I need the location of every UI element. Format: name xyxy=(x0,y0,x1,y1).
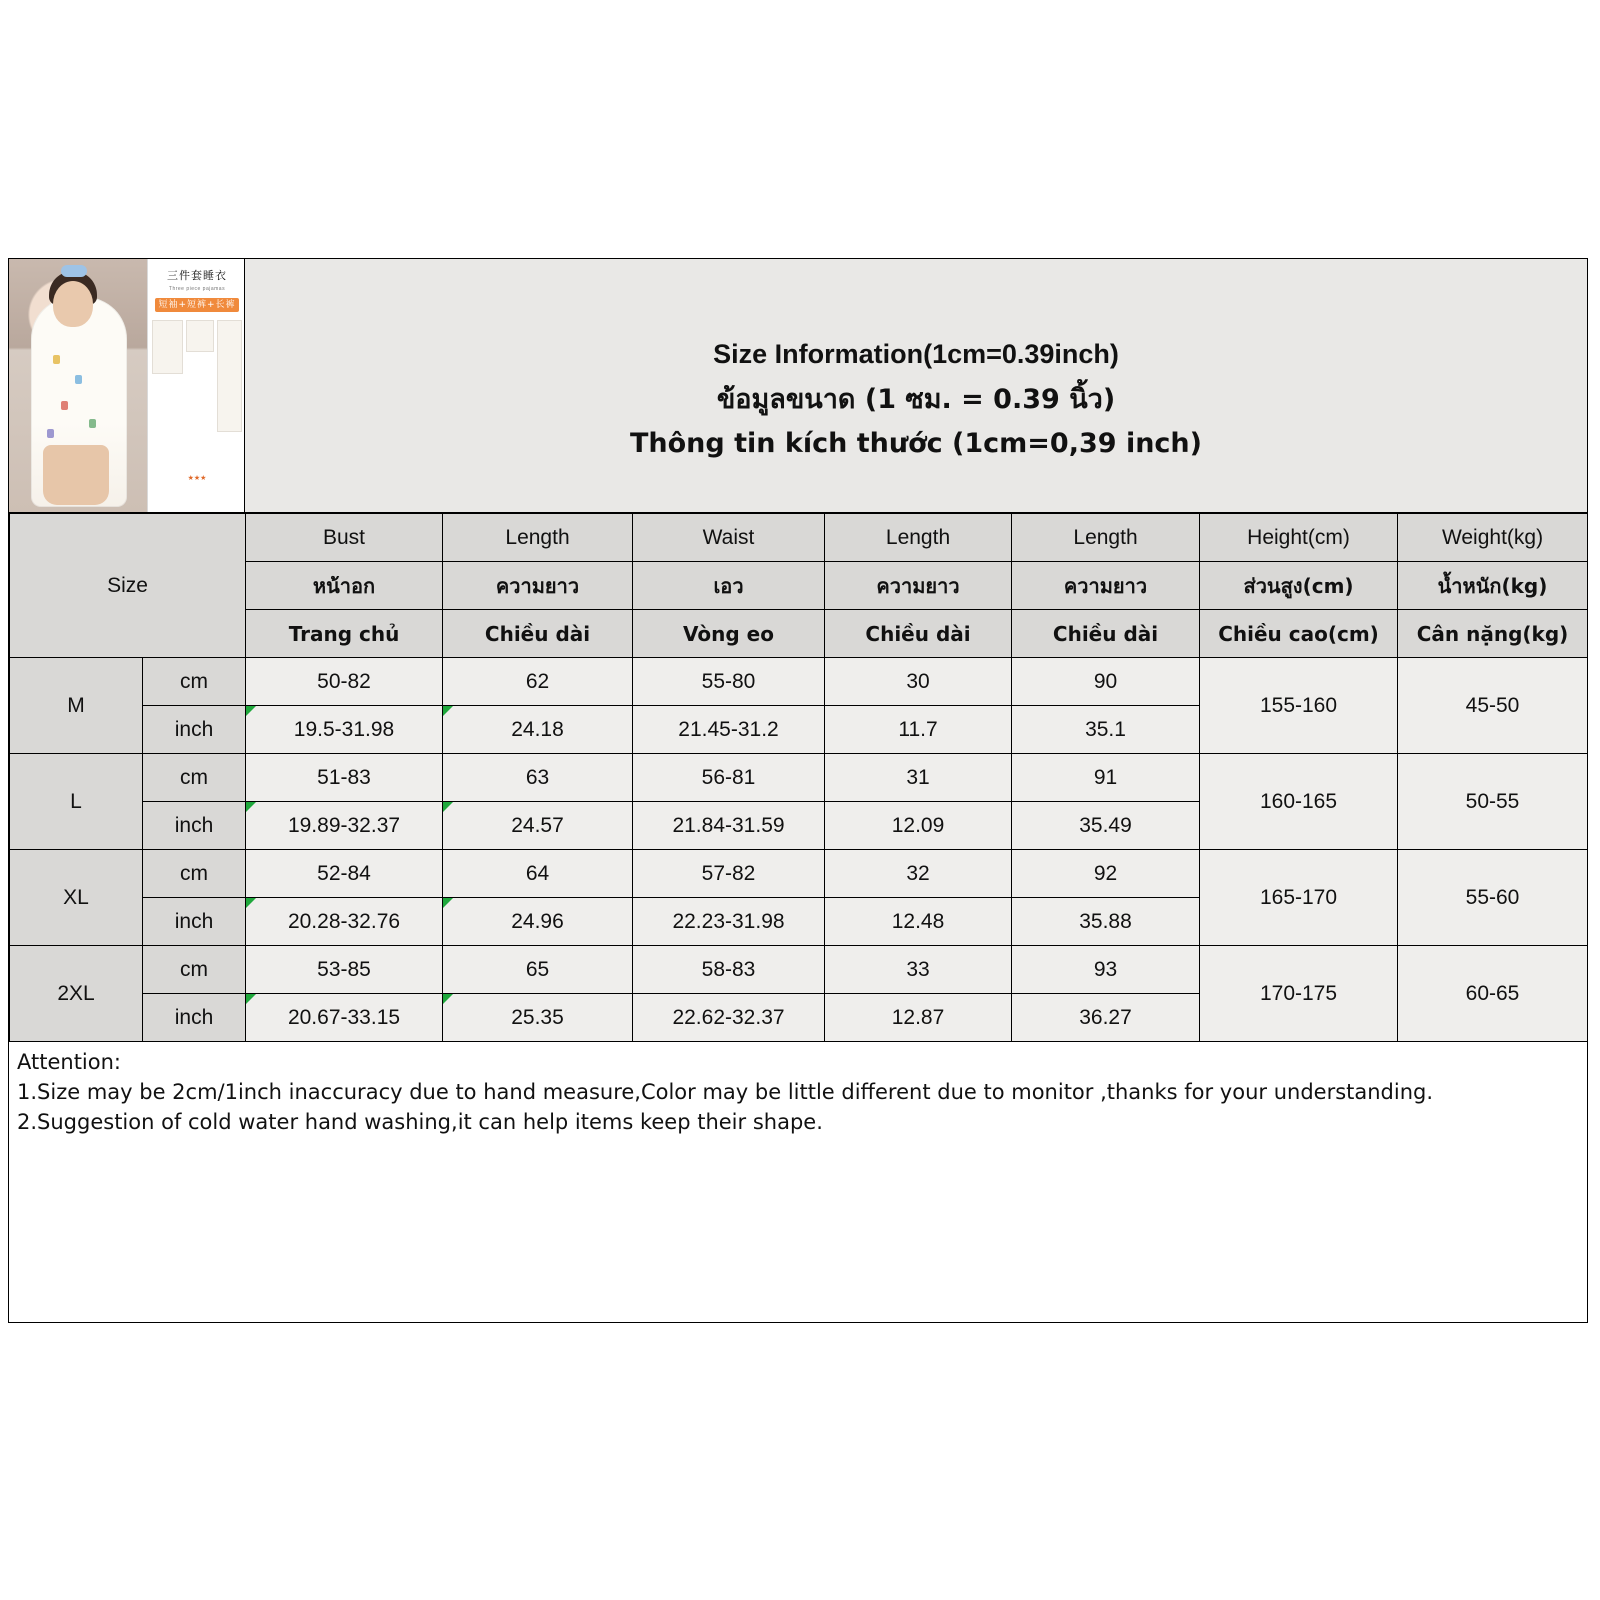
cell-m-height: 155-160 xyxy=(1200,658,1398,754)
cell-l-cm-length3: 91 xyxy=(1012,754,1200,802)
table-row xyxy=(10,946,1588,994)
header-height-th: ส่วนสูง(cm) xyxy=(1200,562,1398,610)
cell-l-height: 160-165 xyxy=(1200,754,1398,850)
row-unit-cm: cm xyxy=(143,946,246,994)
cell-m-inch-length3: 35.1 xyxy=(1012,706,1200,754)
pattern-dot xyxy=(75,375,82,384)
cell-l-inch-length2: 12.09 xyxy=(825,802,1012,850)
row-unit-inch: inch xyxy=(143,994,246,1042)
cell-l-inch-bust: 19.89-32.37 xyxy=(246,802,443,850)
table-header-row-vi xyxy=(10,610,1588,658)
cell-2xl-inch-length2: 12.87 xyxy=(825,994,1012,1042)
header-waist-th: เอว xyxy=(633,562,825,610)
row-unit-inch: inch xyxy=(143,706,246,754)
table-row xyxy=(10,658,1588,706)
cell-l-weight: 50-55 xyxy=(1398,754,1588,850)
pattern-dot xyxy=(61,401,68,410)
cell-2xl-weight: 60-65 xyxy=(1398,946,1588,1042)
header-bust-th: หน้าอก xyxy=(246,562,443,610)
cell-xl-inch-length2: 12.48 xyxy=(825,898,1012,946)
cell-m-cm-length1: 62 xyxy=(443,658,633,706)
model-hair-bow xyxy=(61,265,87,277)
header-weight-vi: Cân nặng(kg) xyxy=(1398,610,1588,658)
table-header-row-en xyxy=(10,514,1588,562)
cell-l-cm-length1: 63 xyxy=(443,754,633,802)
cell-xl-cm-bust: 52-84 xyxy=(246,850,443,898)
row-unit-cm: cm xyxy=(143,658,246,706)
header-length3-th: ความยาว xyxy=(1012,562,1200,610)
cell-m-cm-length3: 90 xyxy=(1012,658,1200,706)
cell-xl-cm-length2: 32 xyxy=(825,850,1012,898)
pattern-dot xyxy=(47,429,54,438)
row-size-xl: XL xyxy=(10,850,143,946)
attention-heading: Attention: xyxy=(17,1050,121,1074)
cell-xl-cm-length1: 64 xyxy=(443,850,633,898)
cell-xl-weight: 55-60 xyxy=(1398,850,1588,946)
cell-m-inch-length1: 24.18 xyxy=(443,706,633,754)
cell-l-inch-length1: 24.57 xyxy=(443,802,633,850)
header-height-vi: Chiều cao(cm) xyxy=(1200,610,1398,658)
cell-l-inch-waist: 21.84-31.59 xyxy=(633,802,825,850)
attention-line-2: 2.Suggestion of cold water hand washing,it can help items keep their shape. xyxy=(17,1109,823,1134)
header-height-en: Height(cm) xyxy=(1200,514,1398,562)
cell-2xl-inch-length1: 25.35 xyxy=(443,994,633,1042)
garment-pants-icon xyxy=(217,320,242,432)
cell-2xl-cm-length1: 65 xyxy=(443,946,633,994)
header-length3-vi: Chiều dài xyxy=(1012,610,1200,658)
cell-xl-inch-length1: 24.96 xyxy=(443,898,633,946)
pattern-dot xyxy=(53,355,60,364)
cell-l-cm-waist: 56-81 xyxy=(633,754,825,802)
cell-xl-inch-length3: 35.88 xyxy=(1012,898,1200,946)
cell-m-cm-waist: 55-80 xyxy=(633,658,825,706)
cell-m-inch-waist: 21.45-31.2 xyxy=(633,706,825,754)
cell-l-inch-length3: 35.49 xyxy=(1012,802,1200,850)
header-bust-vi: Trang chủ xyxy=(246,610,443,658)
cell-m-cm-length2: 30 xyxy=(825,658,1012,706)
cell-2xl-cm-length2: 33 xyxy=(825,946,1012,994)
row-unit-inch: inch xyxy=(143,802,246,850)
header-length3-en: Length xyxy=(1012,514,1200,562)
model-head xyxy=(53,281,93,327)
cell-xl-height: 165-170 xyxy=(1200,850,1398,946)
header-weight-en: Weight(kg) xyxy=(1398,514,1588,562)
cell-2xl-cm-length3: 93 xyxy=(1012,946,1200,994)
cell-2xl-inch-bust: 20.67-33.15 xyxy=(246,994,443,1042)
cell-m-inch-length2: 11.7 xyxy=(825,706,1012,754)
cell-2xl-height: 170-175 xyxy=(1200,946,1398,1042)
cell-2xl-inch-length3: 36.27 xyxy=(1012,994,1200,1042)
title-english: Size Information(1cm=0.39inch) xyxy=(713,339,1119,370)
cell-xl-cm-length3: 92 xyxy=(1012,850,1200,898)
header-waist-vi: Vòng eo xyxy=(633,610,825,658)
row-size-2xl: 2XL xyxy=(10,946,143,1042)
cell-l-cm-bust: 51-83 xyxy=(246,754,443,802)
table-row xyxy=(10,850,1588,898)
table-header-row-th xyxy=(10,562,1588,610)
cell-xl-inch-waist: 22.23-31.98 xyxy=(633,898,825,946)
cell-m-weight: 45-50 xyxy=(1398,658,1588,754)
row-unit-cm: cm xyxy=(143,850,246,898)
header-band xyxy=(9,259,1587,513)
table-row xyxy=(10,754,1588,802)
attention-line-1: 1.Size may be 2cm/1inch inaccuracy due to hand measure,Color may be little different due to monitor ,thanks for your understanding. xyxy=(17,1079,1434,1104)
cell-2xl-inch-waist: 22.62-32.37 xyxy=(633,994,825,1042)
header-waist-en: Waist xyxy=(633,514,825,562)
header-length1-th: ความยาว xyxy=(443,562,633,610)
model-legs xyxy=(43,445,109,505)
header-length2-en: Length xyxy=(825,514,1012,562)
header-length2-vi: Chiều dài xyxy=(825,610,1012,658)
cell-m-inch-bust: 19.5-31.98 xyxy=(246,706,443,754)
header-weight-th: น้ำหนัก(kg) xyxy=(1398,562,1588,610)
cell-xl-inch-bust: 20.28-32.76 xyxy=(246,898,443,946)
thumbnail-cn-subtitle: Three piece pajamas xyxy=(168,286,226,292)
product-thumbnail xyxy=(9,259,245,512)
cell-xl-cm-waist: 57-82 xyxy=(633,850,825,898)
cell-m-cm-bust: 50-82 xyxy=(246,658,443,706)
header-length2-th: ความยาว xyxy=(825,562,1012,610)
pattern-dot xyxy=(89,419,96,428)
header-length1-vi: Chiều dài xyxy=(443,610,633,658)
row-size-m: M xyxy=(10,658,143,754)
row-unit-inch: inch xyxy=(143,898,246,946)
header-bust-en: Bust xyxy=(246,514,443,562)
size-chart-card xyxy=(8,258,1588,1323)
thumbnail-info-panel xyxy=(147,259,245,512)
rating-stars: ★★★ xyxy=(187,475,207,482)
garment-top-icon xyxy=(152,320,183,374)
thumbnail-cn-badge: 短袖+短裤+长裤 xyxy=(155,298,239,312)
size-table xyxy=(9,513,1588,1042)
cell-2xl-cm-waist: 58-83 xyxy=(633,946,825,994)
row-unit-cm: cm xyxy=(143,754,246,802)
title-thai: ข้อมูลขนาด (1 ซม. = 0.39 นิ้ว) xyxy=(716,383,1116,415)
cell-2xl-cm-bust: 53-85 xyxy=(246,946,443,994)
thumbnail-cn-title: 三件套睡衣 xyxy=(167,269,227,282)
title-block xyxy=(245,259,1587,512)
attention-block xyxy=(9,1042,1587,1137)
product-photo xyxy=(9,259,147,512)
garment-shorts-icon xyxy=(186,320,213,352)
header-size-label: Size xyxy=(10,514,246,658)
cell-l-cm-length2: 31 xyxy=(825,754,1012,802)
header-length1-en: Length xyxy=(443,514,633,562)
garment-illustrations xyxy=(152,320,242,470)
row-size-l: L xyxy=(10,754,143,850)
title-vietnamese: Thông tin kích thước (1cm=0,39 inch) xyxy=(629,428,1202,460)
